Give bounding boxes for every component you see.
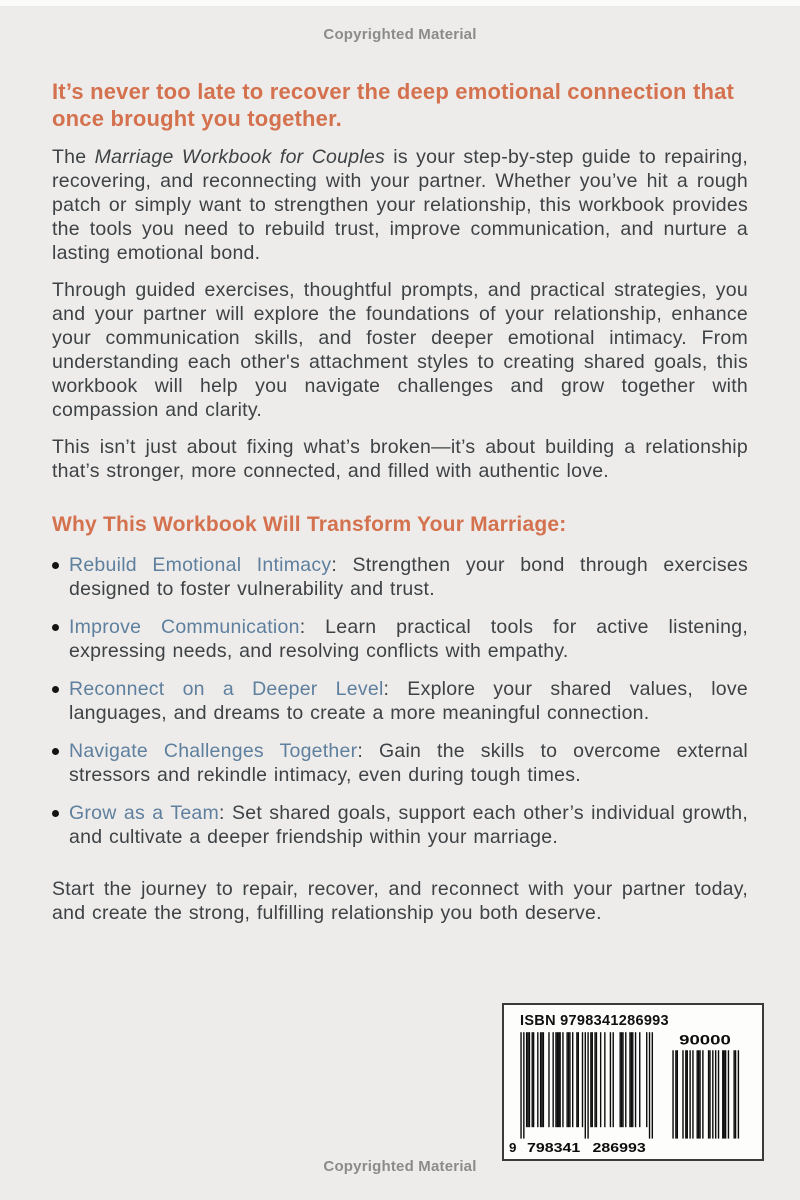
list-item-improve-communication [52,615,748,663]
barcode-row [508,1031,754,1154]
barcode-digits-group2: 286993 [592,1139,646,1154]
list-item-navigate-challenges [52,739,748,787]
copyright-notice-top: Copyrighted Material [323,26,477,43]
barcode-supplement-graphic [669,1031,741,1154]
benefit-description: : Explore your shared values, love languages, and dreams to create a more meaningful connection. [69,678,748,724]
isbn-number-label: ISBN 9798341286993 [520,1013,669,1029]
barcode-ean13-graphic [508,1032,660,1154]
benefit-lead: Rebuild Emotional Intimacy [69,554,332,576]
barcode-digit-left: 9 [508,1139,517,1154]
intro-paragraph-start: The [52,146,95,168]
benefit-lead: Grow as a Team [69,802,220,824]
barcode-supplement-label: 90000 [679,1032,731,1048]
benefit-description: : Strengthen your bond through exercises designed to foster vulnerability and trust. [69,554,748,600]
call-to-action-paragraph: Start the journey to repair, recover, and reconnect with your partner today, and create the strong, fulfilling relationship you both deserve. [52,878,748,924]
page-top-edge [0,0,800,6]
benefit-lead: Reconnect on a Deeper Level [69,678,384,700]
benefit-description: : Set shared goals, support each other’s individual growth, and cultivate a deeper friendship within your marriage. [69,802,748,848]
copyright-notice-bottom: Copyrighted Material [323,1158,477,1175]
exercises-paragraph: Through guided exercises, thoughtful prompts, and practical strategies, you and your partner will explore the foundations of your relationship, enhance your communication skills, and foster deeper emotional intimacy. From understanding each other's attachment styles to creating shared goals, this workbook will help you navigate challenges and grow together with compassion and clarity. [52,279,748,421]
book-title-italic: Marriage Workbook for Couples [94,146,385,168]
list-item-rebuild-intimacy [52,553,748,601]
benefits-list [52,553,748,849]
benefit-description: : Learn practical tools for active listening, expressing needs, and resolving conflicts with empathy. [69,616,748,662]
back-cover-text-column [52,44,748,925]
barcode-main-column [508,1032,660,1154]
benefit-lead: Navigate Challenges Together [69,740,358,762]
barcode-digits-group1: 798341 [527,1139,581,1154]
benefit-lead: Improve Communication [69,616,300,638]
intro-paragraph-rest: is your step-by-step guide to repairing, recovering, and reconnecting with your partner. Whether you’ve hit a rough patch or simply want to strengthen your relationship, this workbook provides the tools you need to rebuild trust, improve communication, and nurture a lasting emotional bond. [52,146,748,264]
benefit-description: : Gain the skills to overcome external stressors and rekindle intimacy, even during tough times. [69,740,748,786]
tagline-headline: It’s never too late to recover the deep emotional connection that once brought you together. [52,79,735,131]
list-item-reconnect-deeper [52,677,748,725]
list-item-grow-as-team [52,801,748,849]
building-paragraph: This isn’t just about fixing what’s broken—it’s about building a relationship that’s stronger, more connected, and filled with authentic love. [52,436,748,482]
isbn-barcode-panel [502,1003,764,1161]
intro-paragraph [52,145,748,265]
benefits-subheading: Why This Workbook Will Transform Your Marriage: [52,513,567,536]
